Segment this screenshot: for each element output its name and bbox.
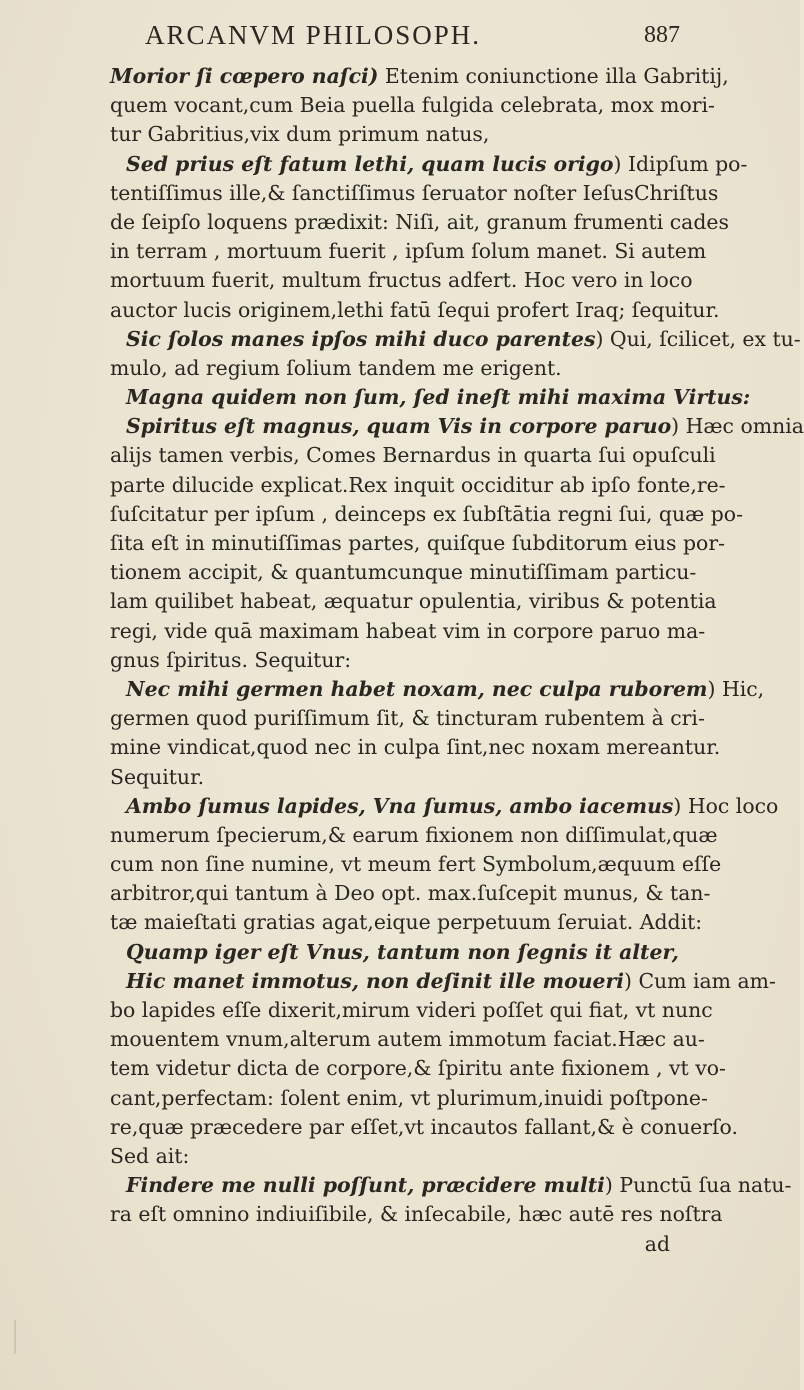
commentary-text: re,quæ præcedere par eſſet,vt incautos fallant,& è conuerſo. [110, 1114, 738, 1139]
commentary-text: ra eſt omnino indiuiſibile, & inſecabile, hæc autē res noſtra [110, 1202, 723, 1227]
commentary-text: tentiſſimus ille,& ſanctiſſimus ſeruator noſter IeſusChriſtus [110, 180, 719, 205]
text-line [110, 1142, 676, 1171]
text-line [110, 733, 721, 762]
running-head [100, 18, 680, 52]
commentary-text: ) Punctū ſua natu- [604, 1173, 792, 1198]
text-line [110, 1171, 792, 1200]
text-line [110, 879, 711, 908]
commentary-text: bo lapides eſſe dixerit,mirum videri poſſet qui fiat, vt nunc [110, 998, 713, 1022]
running-title: ARCANVM PHILOSOPH. [145, 20, 482, 50]
commentary-text: alijs tamen verbis, Comes Bernardus in quarta ſui opuſculi [110, 443, 716, 468]
quoted-verse: Magna quidem non ſum, ſed ineſt mihi maxima Virtus: [126, 385, 751, 410]
commentary-text: tionem accipit, & quantumcunque minutiſſimam particu- [110, 560, 697, 585]
commentary-text: gnus ſpiritus. Sequitur: [110, 647, 352, 672]
text-line [110, 617, 706, 646]
commentary-text: ad [644, 1231, 670, 1256]
commentary-text: ) Cum iam am- [624, 968, 776, 993]
text-line [110, 179, 719, 208]
commentary-text: parte dilucide explicat.Rex inquit occiditur ab ipſo fonte,re- [110, 472, 726, 497]
text-line [110, 763, 676, 792]
text-line [110, 938, 679, 967]
commentary-text: cant,perfectam: ſolent enim, vt plurimum,inuidi poſtpone- [110, 1085, 708, 1110]
commentary-text: ſuſcitatur per ipſum , deinceps ex ſubſtātia regni ſui, quæ po- [110, 501, 743, 526]
text-line [110, 529, 725, 558]
quoted-verse: Sic ſolos manes ipſos mihi duco parentes [126, 326, 596, 351]
commentary-text: tæ maieſtati gratias agat,eique perpetuum ſeruiat. Addit: [110, 910, 703, 935]
text-line [110, 1200, 723, 1229]
commentary-text: ) Hoc loco [673, 793, 779, 818]
text-line [110, 441, 716, 470]
commentary-text: tur Gabritius,vix dum primum natus, [110, 122, 490, 147]
text-line [110, 62, 729, 91]
quoted-verse: Findere me nulli poſſunt, præcidere multi [126, 1173, 605, 1198]
commentary-text: in terram , mortuum fuerit , ipſum ſolum manet. Si autem [110, 239, 707, 264]
body-text [110, 62, 804, 1259]
text-line [110, 558, 697, 587]
text-line [110, 1230, 676, 1259]
commentary-text: de ſeipſo loquens prædixit: Niſi, ait, granum frumenti cades [110, 209, 729, 234]
text-line [110, 587, 717, 616]
quoted-verse: Ambo ſumus lapides, Vna ſumus, ambo iacemus [126, 793, 674, 818]
commentary-text: lam quilibet habeat, æquatur opulentia, viribus & potentia [110, 589, 717, 614]
text-line [110, 354, 676, 383]
text-line [110, 704, 705, 733]
commentary-text: Etenim coniunctione illa Gabritij, [378, 64, 729, 88]
text-line [110, 850, 722, 879]
text-line [110, 675, 765, 704]
text-line [110, 1054, 726, 1083]
page-edge-mark [14, 1320, 16, 1354]
commentary-text: arbitror,qui tantum à Deo opt. max.ſuſcepit munus, & tan- [110, 881, 711, 906]
text-line [110, 266, 693, 295]
commentary-text: mouentem vnum,alterum autem immotum faciat.Hæc au- [110, 1027, 705, 1052]
quoted-verse: Quamp iger eſt Vnus, tantum non ſegnis it alter, [126, 939, 679, 964]
text-line [110, 471, 726, 500]
quoted-verse: Hic manet immotus, non deſinit ille moueri [126, 968, 625, 993]
text-line [110, 908, 703, 937]
quoted-verse: Sed prius eſt fatum lethi, quam lucis origo [126, 151, 614, 176]
text-line [110, 967, 776, 996]
text-line [110, 208, 729, 237]
quoted-verse: Nec mihi germen habet noxam, nec culpa ruborem [126, 676, 708, 701]
text-line [110, 646, 676, 675]
text-line [110, 1025, 705, 1054]
commentary-text: numerum ſpecierum,& earum fixionem non diſſimulat,quæ [110, 822, 718, 847]
commentary-text: tem videtur dicta de corpore,& ſpiritu ante fixionem , vt vo- [110, 1056, 726, 1081]
text-line [110, 1113, 738, 1142]
text-line [110, 792, 779, 821]
commentary-text: ſita eſt in minutiſſimas partes, quiſque ſubditorum eius por- [110, 531, 725, 555]
commentary-text: Sed ait: [110, 1143, 190, 1168]
commentary-text: auctor lucis originem,lethi fatū ſequi profert Iraq; ſequitur. [110, 297, 720, 322]
commentary-text: quem vocant,cum Beia puella fulgida celebrata, mox mori- [110, 93, 715, 118]
text-line [110, 996, 713, 1025]
commentary-text: regi, vide quā maximam habeat vim in corpore paruo ma- [110, 618, 706, 643]
page-number: 887 [644, 22, 680, 48]
commentary-text: ) Hic, [707, 676, 765, 701]
text-line [110, 150, 748, 179]
text-line [110, 296, 720, 325]
text-line [110, 91, 715, 120]
text-line [110, 120, 676, 149]
commentary-text: mortuum fuerit, multum fructus adfert. Hoc vero in loco [110, 268, 693, 293]
commentary-text: Sequitur. [110, 764, 205, 789]
commentary-text: ) Hæc omnia [671, 414, 804, 439]
commentary-text: mine vindicat,quod nec in culpa ſint,nec noxam mereantur. [110, 735, 721, 760]
commentary-text: ) Idipſum po- [613, 151, 748, 176]
commentary-text: mulo, ad regium ſolium tandem me erigent. [110, 355, 562, 380]
quoted-verse: Spiritus eſt magnus, quam Vis in corpore paruo [126, 414, 672, 439]
text-line [110, 383, 751, 412]
text-line [110, 821, 718, 850]
commentary-text: ) Qui, ſcilicet, ex tu- [595, 326, 801, 351]
commentary-text: germen quod puriſſimum ſit, & tincturam rubentem à cri- [110, 706, 705, 731]
text-line [110, 325, 801, 354]
text-line [110, 1084, 708, 1113]
commentary-text: cum non ſine numine, vt meum fert Symbolum,æquum eſſe [110, 852, 722, 877]
text-line [110, 500, 743, 529]
quoted-verse: Morior ſi cœpero naſci) [110, 64, 379, 88]
text-line [110, 237, 707, 266]
text-line [110, 412, 804, 441]
